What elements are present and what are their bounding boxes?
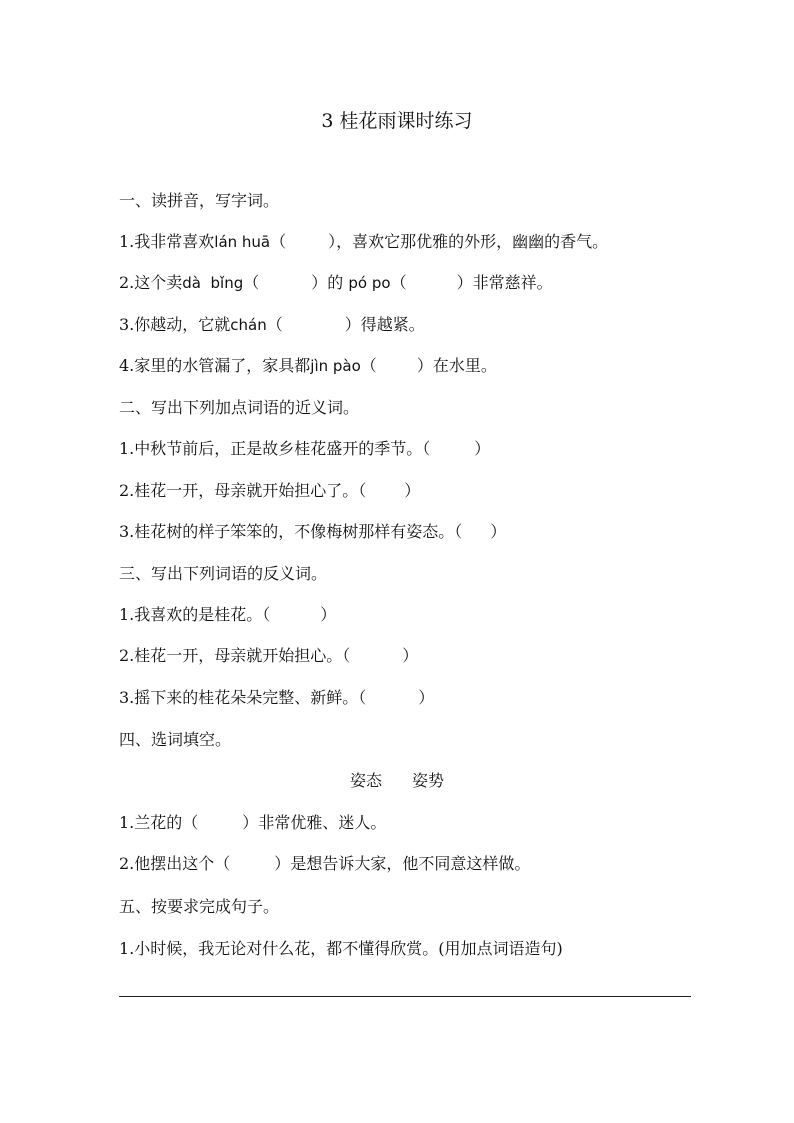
paren-open: （ — [214, 854, 231, 873]
paren-close: ） — [418, 688, 435, 707]
paren-open: （ — [422, 439, 431, 458]
question-3-1 — [119, 604, 336, 626]
q-text: 非常慈祥。 — [472, 273, 553, 292]
question-5-1: 1.小时候，我无论对什么花，都不懂得欣赏。(用加点词语造句) — [119, 939, 563, 958]
section-4-heading: 四、选词填空。 — [119, 730, 232, 749]
paren-close: ） — [456, 273, 473, 292]
question-2-2 — [119, 480, 420, 502]
q-text: 4.家里的水管漏了，家具都 — [119, 356, 311, 375]
paren-close: ） — [242, 813, 259, 832]
paren-close: ） — [328, 232, 337, 251]
section-2-heading: 二、写出下列加点词语的近义词。 — [119, 398, 360, 417]
q-text: 2.桂花一开，母亲就开始担心了。 — [119, 481, 359, 500]
word-choices — [0, 770, 794, 792]
q-text: 得越紧。 — [360, 315, 425, 334]
paren-open: （ — [358, 481, 367, 500]
word-choice: 姿态 — [349, 771, 382, 790]
paren-close: ） — [416, 356, 433, 375]
q-text: 的 — [327, 273, 344, 292]
answer-line[interactable] — [119, 996, 691, 997]
section-1-heading: 一、读拼音，写字词。 — [119, 191, 280, 210]
q-text: 2.桂花一开，母亲就开始担心。 — [119, 646, 343, 665]
section-5-heading: 五、按要求完成句子。 — [119, 897, 280, 916]
paren-open: （ — [360, 356, 377, 375]
q-text: 非常优雅、迷人。 — [258, 813, 387, 832]
question-1-2 — [119, 272, 553, 294]
question-1-3 — [119, 314, 425, 336]
question-2-1 — [119, 438, 490, 460]
q-text: 3.桂花树的样子笨笨的，不像梅树那样有姿态。 — [119, 522, 455, 541]
paren-open: （ — [390, 273, 407, 292]
q-text: 2.这个卖 — [119, 273, 183, 292]
paren-open: （ — [454, 522, 463, 541]
question-4-2 — [119, 853, 530, 875]
q-text: 1.我非常喜欢 — [119, 232, 215, 251]
question-1-4 — [119, 355, 497, 377]
paren-close: ） — [404, 481, 421, 500]
paren-close: ） — [402, 646, 419, 665]
pinyin: lán huā — [214, 233, 271, 251]
q-text: 是想告诉大家，他不同意这样做。 — [290, 854, 531, 873]
question-2-3 — [119, 521, 506, 543]
word-choice: 姿势 — [412, 771, 445, 790]
q-text: ，喜欢它那优雅的外形，幽幽的香气。 — [336, 232, 609, 251]
paren-close: ） — [490, 522, 507, 541]
pinyin: chán — [230, 316, 267, 334]
q-text: 在水里。 — [432, 356, 497, 375]
pinyin: jìn pào — [310, 357, 361, 375]
question-1-1 — [119, 231, 608, 253]
q-text: 2.他摆出这个 — [119, 854, 215, 873]
q-text: 3.你越动，它就 — [119, 315, 231, 334]
paren-open: （ — [243, 273, 260, 292]
section-3-heading: 三、写出下列词语的反义词。 — [119, 564, 328, 583]
pinyin: dà bǐng — [182, 274, 244, 292]
question-3-3 — [119, 687, 434, 709]
paren-close: ） — [344, 315, 361, 334]
paren-close: ） — [311, 273, 328, 292]
paren-close: ） — [274, 854, 291, 873]
q-text: 1.我喜欢的是桂花。 — [119, 605, 263, 624]
paren-open: （ — [266, 315, 283, 334]
paren-close: ） — [320, 605, 337, 624]
question-3-2 — [119, 645, 418, 667]
question-4-1 — [119, 812, 386, 834]
paren-close: ） — [474, 439, 491, 458]
paren-open: （ — [262, 605, 271, 624]
q-text: 1.兰花的 — [119, 813, 183, 832]
page-title: 3 桂花雨课时练习 — [321, 110, 473, 132]
paren-open: （ — [342, 646, 351, 665]
paren-open: （ — [270, 232, 287, 251]
paren-open: （ — [182, 813, 199, 832]
pinyin: pó po — [348, 274, 391, 292]
q-text: 3.摇下来的桂花朵朵完整、新鲜。 — [119, 688, 359, 707]
q-text: 1.中秋节前后，正是故乡桂花盛开的季节。 — [119, 439, 423, 458]
paren-open: （ — [358, 688, 367, 707]
